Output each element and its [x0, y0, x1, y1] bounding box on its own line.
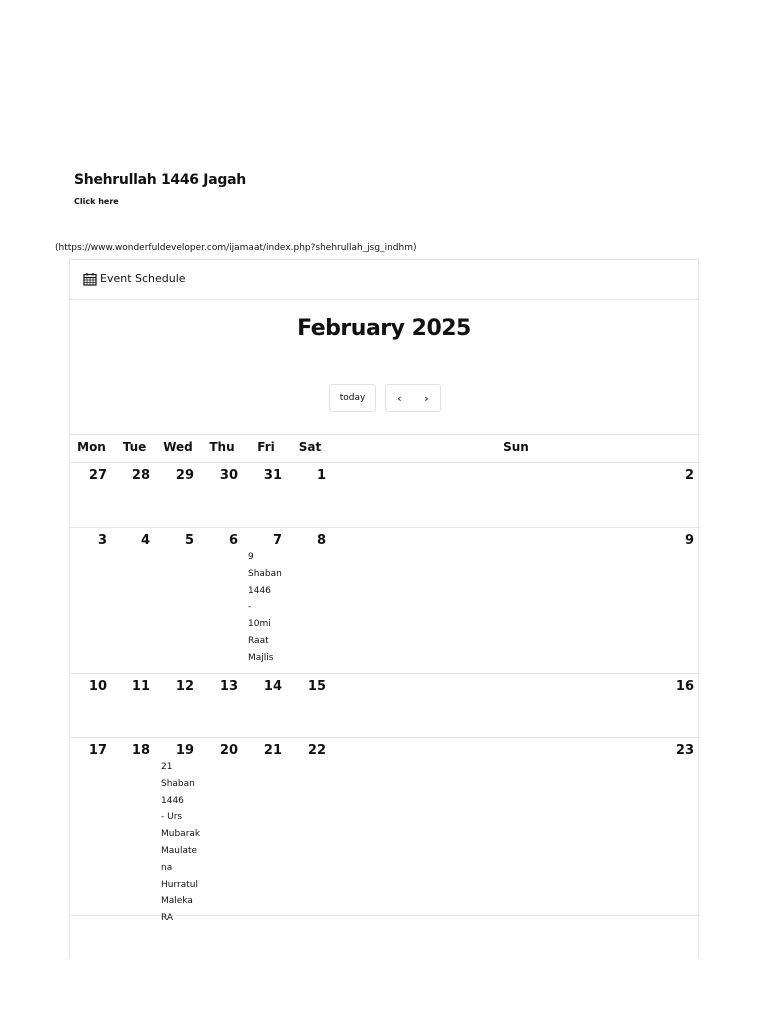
day-cell[interactable]	[332, 674, 700, 737]
url-text: (https://www.wonderfuldeveloper.com/ijamaat/index.php?shehrullah_jsg_indhm)	[55, 243, 417, 253]
day-cell[interactable]	[332, 738, 700, 915]
day-number[interactable]: 21	[263, 743, 282, 758]
day-number[interactable]: 19	[175, 743, 194, 758]
weekday-fri: Fri	[257, 440, 275, 454]
day-number[interactable]: 20	[219, 743, 238, 758]
day-number[interactable]: 7	[272, 533, 282, 548]
week-row	[70, 528, 700, 674]
day-number[interactable]: 6	[228, 533, 238, 548]
week-row	[70, 738, 700, 924]
day-cell[interactable]	[70, 738, 113, 915]
event-text-line: 1446	[161, 795, 184, 806]
day-number[interactable]: 2	[684, 468, 694, 483]
day-number[interactable]: 17	[88, 743, 107, 758]
event-text-line: Shaban	[161, 778, 195, 789]
day-cell[interactable]	[156, 463, 200, 527]
event-text-line: 1446	[248, 585, 271, 596]
day-number[interactable]: 12	[175, 679, 194, 694]
day-cell[interactable]	[156, 738, 201, 924]
day-number[interactable]: 31	[263, 468, 282, 483]
weekday-thu: Thu	[209, 440, 235, 454]
day-number[interactable]: 4	[140, 533, 150, 548]
day-cell[interactable]	[70, 528, 113, 673]
day-cell[interactable]	[200, 463, 244, 527]
today-button[interactable]: today	[329, 384, 376, 412]
event-text-line: Majlis	[248, 652, 274, 663]
event-text-line: -	[248, 602, 252, 613]
event-text-line: 9	[248, 552, 254, 562]
event-text-line: 21	[161, 762, 173, 772]
weekday-sun: Sun	[503, 440, 529, 454]
next-month-button[interactable]: ›	[413, 385, 440, 411]
event-text-line: Shaban	[248, 568, 282, 579]
day-cell[interactable]	[113, 674, 156, 737]
week-row	[70, 463, 700, 528]
day-cell[interactable]	[244, 463, 288, 527]
day-number[interactable]: 1	[316, 468, 326, 483]
day-cell[interactable]	[156, 674, 200, 737]
month-title: February 2025	[297, 316, 471, 341]
day-cell[interactable]	[288, 738, 332, 915]
event-text-line: Mubarak	[161, 829, 201, 840]
day-number[interactable]: 14	[263, 679, 282, 694]
day-number[interactable]: 13	[219, 679, 238, 694]
event-text-line: - Urs	[161, 812, 183, 823]
day-number[interactable]: 9	[684, 533, 694, 548]
day-cell[interactable]	[332, 463, 700, 527]
card-header-label: Event Schedule	[100, 272, 186, 285]
page-title: Shehrullah 1446 Jagah	[74, 172, 246, 188]
event-text-line: RA	[161, 913, 174, 924]
day-cell[interactable]	[70, 674, 113, 737]
click-here-link[interactable]: Click here	[74, 197, 119, 206]
prev-month-button[interactable]: ‹	[386, 385, 413, 411]
calendar-event[interactable]	[161, 759, 201, 927]
calendar-grid	[70, 434, 700, 924]
day-number[interactable]: 15	[307, 679, 326, 694]
weekday-wed: Wed	[163, 440, 193, 454]
weekday-sat: Sat	[298, 440, 322, 454]
day-number[interactable]: 5	[184, 533, 194, 548]
day-number[interactable]: 22	[307, 743, 326, 758]
event-schedule-card	[69, 259, 699, 959]
weekday-header-row	[70, 435, 700, 463]
calendar-icon	[83, 272, 97, 286]
event-text-line: Maleka	[161, 896, 193, 907]
event-text-line: Hurratul	[161, 879, 198, 890]
day-cell[interactable]	[200, 674, 244, 737]
day-cell[interactable]	[156, 528, 200, 673]
day-number[interactable]: 23	[675, 743, 694, 758]
nav-button-group	[385, 384, 441, 412]
day-cell[interactable]	[244, 738, 288, 915]
day-cell[interactable]	[200, 738, 244, 915]
day-cell[interactable]	[244, 528, 288, 673]
day-cell[interactable]	[70, 463, 113, 527]
event-text-line: Raat	[248, 635, 269, 646]
calendar-weeks	[70, 463, 700, 924]
day-cell[interactable]	[200, 528, 244, 673]
day-cell[interactable]	[332, 528, 700, 673]
day-number[interactable]: 3	[97, 533, 107, 548]
day-number[interactable]: 16	[675, 679, 694, 694]
day-number[interactable]: 30	[219, 468, 238, 483]
day-cell[interactable]	[113, 463, 156, 527]
day-cell[interactable]	[113, 528, 156, 673]
day-cell[interactable]	[113, 738, 156, 915]
calendar-event[interactable]	[248, 549, 288, 667]
day-number[interactable]: 10	[88, 679, 107, 694]
event-text-line: 10mi	[248, 619, 271, 630]
day-number[interactable]: 18	[131, 743, 150, 758]
day-cell[interactable]	[244, 674, 288, 737]
day-number[interactable]: 8	[316, 533, 326, 548]
day-number[interactable]: 29	[175, 468, 194, 483]
day-cell[interactable]	[288, 463, 332, 527]
day-number[interactable]: 11	[131, 679, 150, 694]
day-number[interactable]: 28	[131, 468, 150, 483]
card-header	[70, 260, 698, 300]
week-row	[70, 674, 700, 738]
event-text-line: Maulatena	[161, 845, 198, 873]
day-cell[interactable]	[288, 528, 332, 673]
day-cell[interactable]	[288, 674, 332, 737]
weekday-mon: Mon	[77, 440, 106, 454]
weekday-tue: Tue	[122, 440, 147, 454]
day-number[interactable]: 27	[88, 468, 107, 483]
